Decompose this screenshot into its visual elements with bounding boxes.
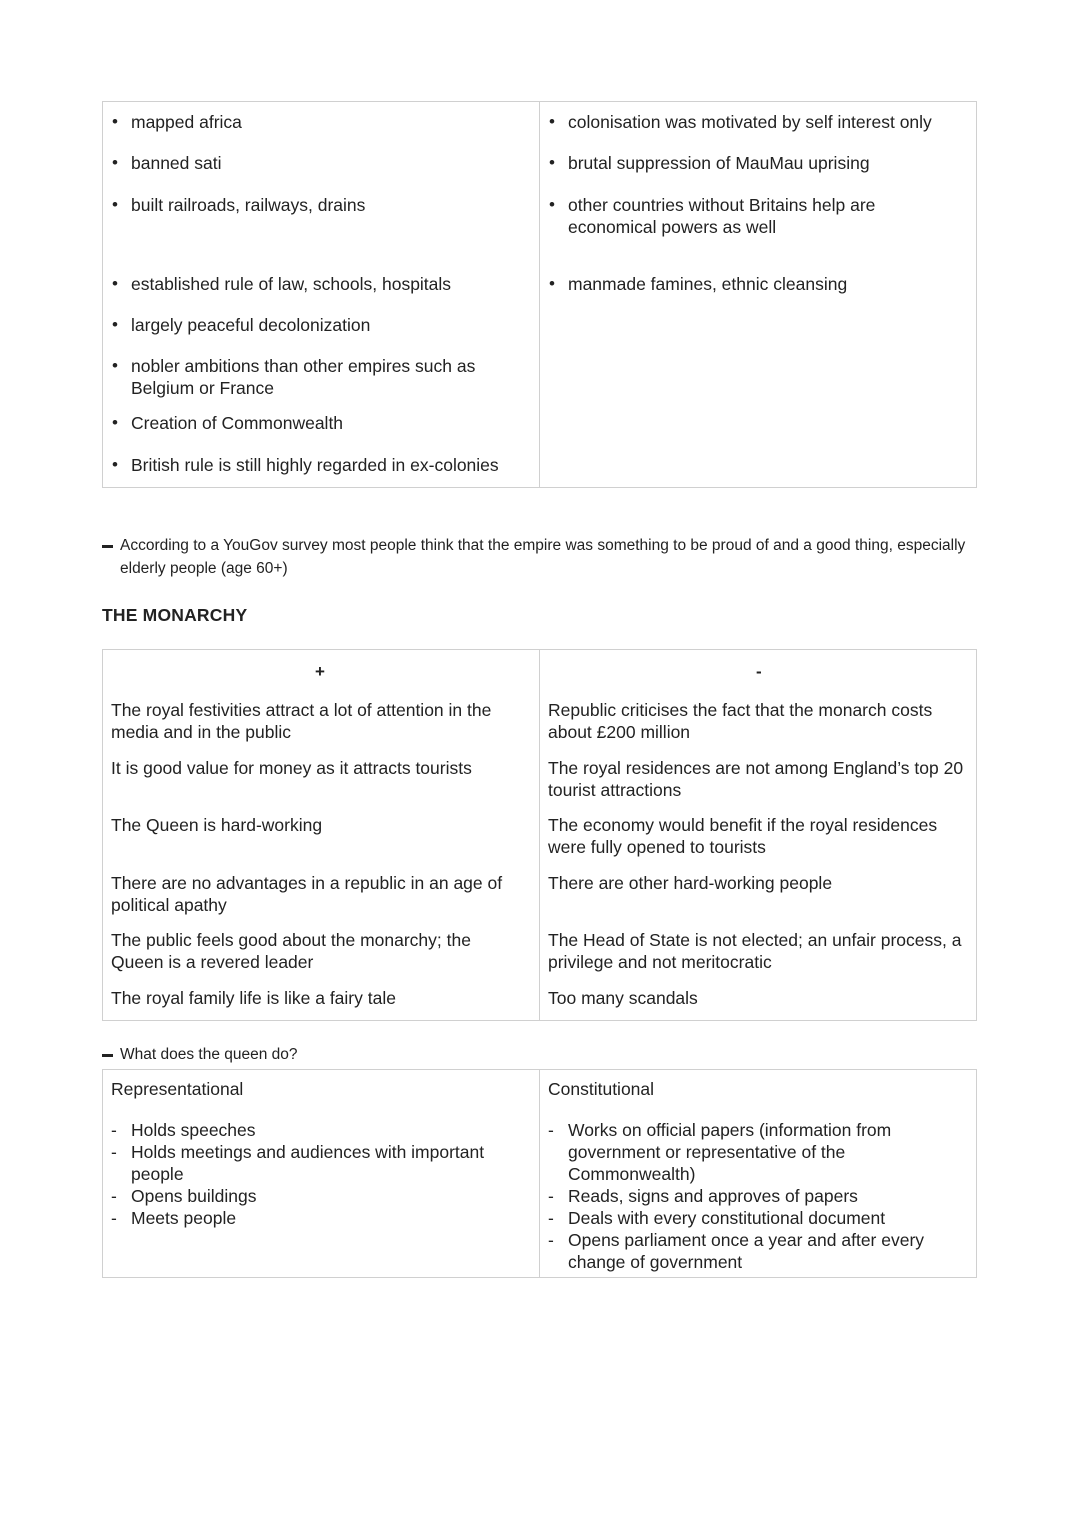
representational-item bbox=[111, 1141, 521, 1185]
empire-pro-item: mapped africa bbox=[131, 112, 242, 132]
representational-item-text: Meets people bbox=[131, 1208, 237, 1228]
constitutional-item-text: Deals with every constitutional document bbox=[568, 1208, 886, 1228]
empire-pro-item: nobler ambitions than other empires such as Belgium or France bbox=[131, 356, 476, 398]
bullet: • bbox=[549, 153, 555, 172]
empire-pro-item: banned sati bbox=[131, 153, 222, 173]
dash-bullet: - bbox=[548, 1230, 554, 1250]
empire-pro-item: built railroads, railways, drains bbox=[131, 195, 366, 215]
dash-bullet: - bbox=[548, 1120, 554, 1140]
representational-column bbox=[103, 1070, 540, 1277]
monarchy-plus-column bbox=[103, 650, 540, 1020]
dash-marker bbox=[102, 1054, 113, 1057]
monarchy-minus-item: Republic criticises the fact that the monarch costs about £200 million bbox=[548, 700, 933, 742]
survey-note bbox=[102, 534, 982, 580]
monarchy-plus-item: The Queen is hard-working bbox=[111, 815, 323, 835]
representational-item bbox=[111, 1207, 521, 1229]
monarchy-minus-item: The Head of State is not elected; an unfair process, a privilege and not meritocratic bbox=[548, 930, 962, 972]
constitutional-item bbox=[548, 1119, 938, 1185]
empire-pro-item: established rule of law, schools, hospitals bbox=[131, 274, 452, 294]
monarchy-minus-item: The economy would benefit if the royal residences were fully opened to tourists bbox=[548, 815, 938, 857]
empire-table bbox=[102, 101, 977, 488]
monarchy-plus-item: The royal festivities attract a lot of attention in the media and in the public bbox=[111, 700, 492, 742]
representational-item-text: Opens buildings bbox=[131, 1186, 257, 1206]
survey-note-text: According to a YouGov survey most people think that the empire was something to be proud of and a good thing, especially elderly people (age 60+) bbox=[120, 537, 966, 577]
section-heading: THE MONARCHY bbox=[102, 605, 248, 625]
constitutional-item bbox=[548, 1229, 958, 1273]
monarchy-minus-column bbox=[540, 650, 976, 1020]
bullet: • bbox=[112, 315, 118, 334]
constitutional-column bbox=[540, 1070, 976, 1277]
bullet: • bbox=[549, 112, 555, 131]
representational-item bbox=[111, 1119, 521, 1141]
minus-header: - bbox=[756, 662, 762, 681]
monarchy-plus-item: The royal family life is like a fairy tale bbox=[111, 988, 396, 1008]
monarchy-minus-item: Too many scandals bbox=[548, 988, 698, 1008]
representational-item-text: Holds meetings and audiences with important people bbox=[131, 1142, 485, 1184]
monarchy-minus-item: The royal residences are not among England’s top 20 tourist attractions bbox=[548, 758, 964, 800]
dash-bullet: - bbox=[548, 1208, 554, 1228]
empire-cons-column bbox=[540, 102, 976, 487]
empire-pro-item: Creation of Commonwealth bbox=[131, 413, 344, 433]
bullet: • bbox=[112, 356, 118, 375]
dash-bullet: - bbox=[111, 1120, 117, 1140]
constitutional-item bbox=[548, 1185, 958, 1207]
monarchy-minus-item: There are other hard-working people bbox=[548, 873, 833, 893]
constitutional-item-text: Works on official papers (information from government or representative of the Commonwealth) bbox=[568, 1120, 892, 1184]
empire-pro-item: British rule is still highly regarded in ex-colonies bbox=[131, 455, 499, 475]
dash-marker bbox=[102, 545, 113, 548]
constitutional-item-text: Opens parliament once a year and after every change of government bbox=[568, 1230, 925, 1272]
bullet: • bbox=[112, 153, 118, 172]
monarchy-plus-item: The public feels good about the monarchy; the Queen is a revered leader bbox=[111, 930, 471, 972]
bullet: • bbox=[112, 413, 118, 432]
queen-duties-table bbox=[102, 1069, 977, 1278]
bullet: • bbox=[112, 274, 118, 293]
dash-bullet: - bbox=[111, 1208, 117, 1228]
monarchy-plus-item: It is good value for money as it attracts tourists bbox=[111, 758, 472, 778]
empire-con-item: brutal suppression of MauMau uprising bbox=[568, 153, 870, 173]
representational-item bbox=[111, 1185, 521, 1207]
dash-bullet: - bbox=[548, 1186, 554, 1206]
monarchy-table bbox=[102, 649, 977, 1021]
empire-con-item: other countries without Britains help are economical powers as well bbox=[568, 195, 876, 237]
constitutional-item-text: Reads, signs and approves of papers bbox=[568, 1186, 858, 1206]
queen-question-text: What does the queen do? bbox=[120, 1046, 298, 1063]
representational-title: Representational bbox=[111, 1079, 244, 1099]
bullet: • bbox=[112, 112, 118, 131]
bullet: • bbox=[112, 455, 118, 474]
dash-bullet: - bbox=[111, 1142, 117, 1162]
empire-con-item: manmade famines, ethnic cleansing bbox=[568, 274, 848, 294]
representational-item-text: Holds speeches bbox=[131, 1120, 256, 1140]
queen-question bbox=[102, 1043, 982, 1066]
empire-con-item: colonisation was motivated by self interest only bbox=[568, 112, 932, 132]
constitutional-title: Constitutional bbox=[548, 1079, 655, 1099]
monarchy-plus-item: There are no advantages in a republic in an age of political apathy bbox=[111, 873, 503, 915]
constitutional-item bbox=[548, 1207, 958, 1229]
bullet: • bbox=[549, 274, 555, 293]
bullet: • bbox=[549, 195, 555, 214]
bullet: • bbox=[112, 195, 118, 214]
empire-pro-item: largely peaceful decolonization bbox=[131, 315, 371, 335]
plus-header: + bbox=[315, 662, 325, 681]
dash-bullet: - bbox=[111, 1186, 117, 1206]
empire-pros-column bbox=[103, 102, 540, 487]
